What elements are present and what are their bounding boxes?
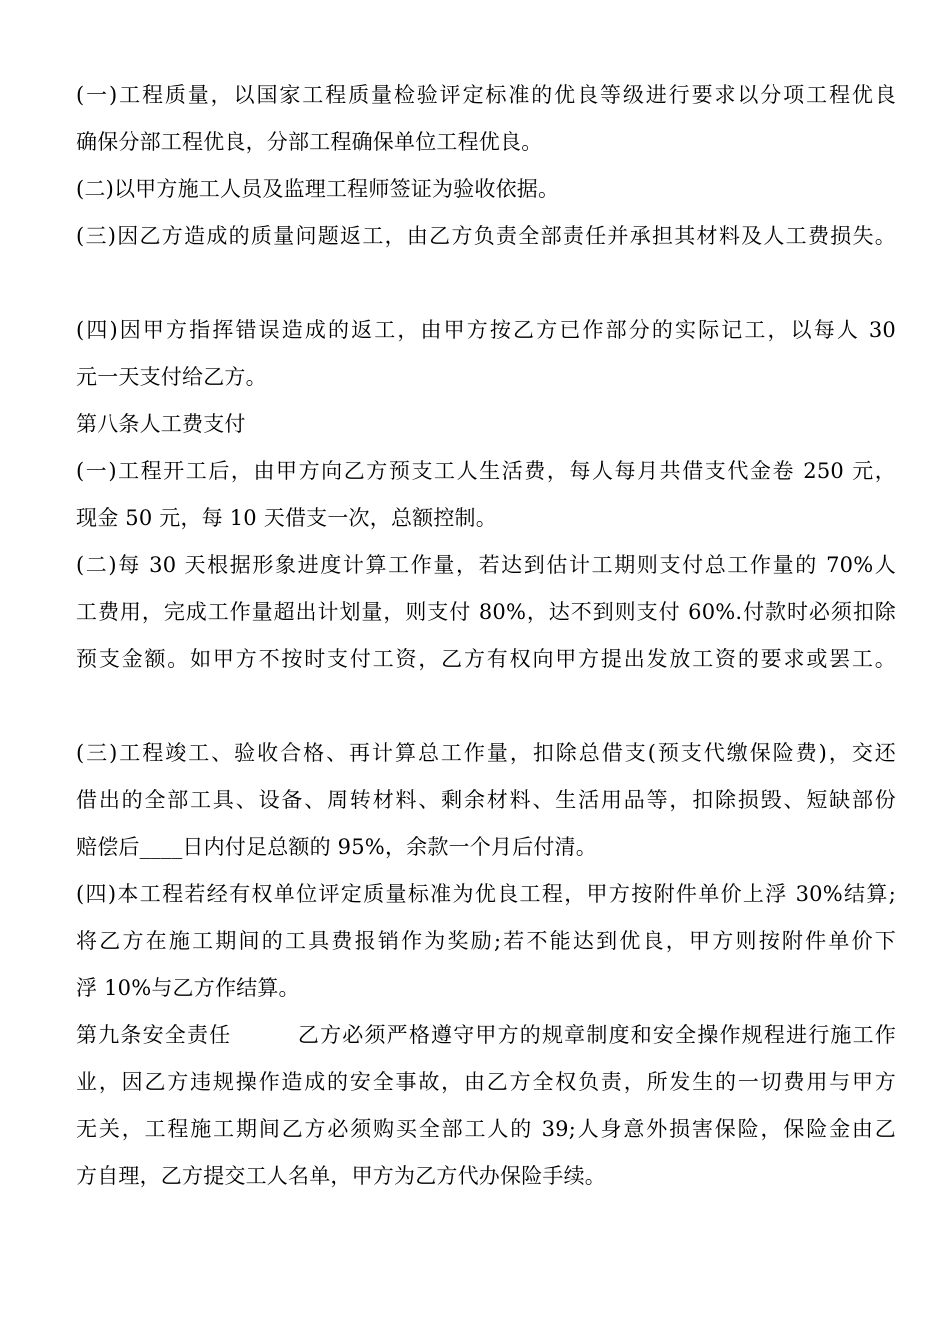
text-line: (三)工程竣工、验收合格、再计算总工作量，扣除总借支(预支代缴保险费)，交还 [76, 741, 896, 765]
text-line: (三)因乙方造成的质量问题返工，由乙方负责全部责任并承担其材料及人工费损失。 [76, 224, 896, 248]
text-line: (一)工程质量，以国家工程质量检验评定标准的优良等级进行要求以分项工程优良 [76, 83, 896, 107]
text-line: 确保分部工程优良，分部工程确保单位工程优良。 [76, 130, 543, 154]
paragraph-spacer [76, 691, 896, 738]
text-line: 将乙方在施工期间的工具费报销作为奖励;若不能达到优良，甲方则按附件单价下 [76, 929, 896, 953]
text-line: 第八条人工费支付 [76, 412, 246, 436]
text-line: (一)工程开工后，由甲方向乙方预支工人生活费，每人每月共借支代金卷 250 元， [76, 459, 896, 483]
text-line: 浮 10%与乙方作结算。 [76, 976, 300, 1000]
text-line: (四)本工程若经有权单位评定质量标准为优良工程，甲方按附件单价上浮 30%结算; [76, 882, 896, 906]
text-line: 预支金额。如甲方不按时支付工资，乙方有权向甲方提出发放工资的要求或罢工。 [76, 647, 896, 671]
text-line: 无关，工程施工期间乙方必须购买全部工人的 39;人身意外损害保险，保险金由乙 [76, 1117, 896, 1141]
text-line: 第九条安全责任 乙方必须严格遵守甲方的规章制度和安全操作规程进行施工作 [76, 1023, 896, 1047]
text-line: 工费用，完成工作量超出计划量，则支付 80%，达不到则支付 60%.付款时必须扣除 [76, 600, 896, 624]
paragraph-spacer [76, 268, 896, 315]
document-body [76, 80, 896, 1208]
text-line: 现金 50 元，每 10 天借支一次，总额控制。 [76, 506, 497, 530]
text-line: 赔偿后____日内付足总额的 95%，余款一个月后付清。 [76, 835, 597, 859]
text-line: (四)因甲方指挥错误造成的返工，由甲方按乙方已作部分的实际记工，以每人 30 [76, 318, 896, 342]
text-line: 元一天支付给乙方。 [76, 365, 267, 389]
text-line: 借出的全部工具、设备、周转材料、剩余材料、生活用品等，扣除损毁、短缺部份 [76, 788, 896, 812]
text-line: (二)每 30 天根据形象进度计算工作量，若达到估计工期则支付总工作量的 70%人 [76, 553, 896, 577]
text-line: (二)以甲方施工人员及监理工程师签证为验收依据。 [76, 177, 560, 201]
text-line: 业，因乙方违规操作造成的安全事故，由乙方全权负责，所发生的一切费用与甲方 [76, 1070, 896, 1094]
text-line: 方自理，乙方提交工人名单，甲方为乙方代办保险手续。 [76, 1164, 606, 1188]
